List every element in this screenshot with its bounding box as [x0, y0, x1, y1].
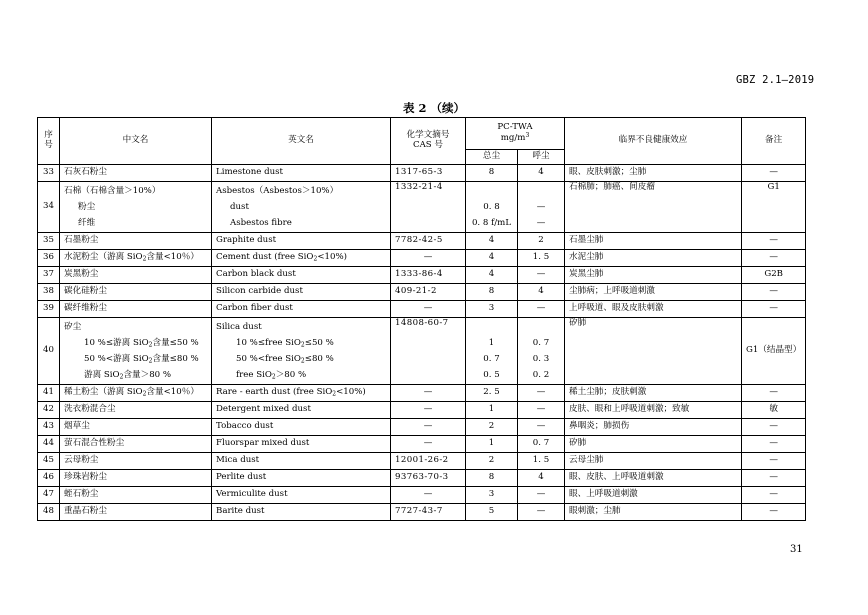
row-cas: — — [391, 402, 466, 419]
row-seq: 42 — [38, 402, 60, 419]
row-cn-name: 石棉（石棉含量＞10%） 粉尘 纤维 — [60, 182, 212, 233]
header-row-1 — [38, 118, 806, 150]
row-resp: 2 — [518, 233, 565, 250]
row-total: 2 — [466, 419, 518, 436]
row-total: 3 — [466, 301, 518, 318]
table-row — [38, 385, 806, 402]
header-cas: 化学文摘号 CAS 号 — [391, 118, 466, 165]
row-resp: 0. 7 — [518, 436, 565, 453]
row-total: 2. 5 — [466, 385, 518, 402]
row-cn-name: 蛭石粉尘 — [60, 487, 212, 504]
row-cas: 93763-70-3 — [391, 470, 466, 487]
table-row — [38, 267, 806, 284]
row-en-name: Carbon fiber dust — [212, 301, 391, 318]
table-row — [38, 250, 806, 267]
row-note: — — [742, 233, 806, 250]
table-row — [38, 182, 806, 233]
row-en-name: Carbon black dust — [212, 267, 391, 284]
row-total: 1 0. 7 0. 5 — [466, 318, 518, 385]
row-seq: 37 — [38, 267, 60, 284]
row-total: 4 — [466, 267, 518, 284]
row-seq: 41 — [38, 385, 60, 402]
row-effect: 眼刺激；尘肺 — [565, 504, 742, 521]
row-effect: 眼、皮肤刺激；尘肺 — [565, 165, 742, 182]
row-seq: 43 — [38, 419, 60, 436]
row-note: G1 — [742, 182, 806, 233]
row-effect: 水泥尘肺 — [565, 250, 742, 267]
row-note: — — [742, 419, 806, 436]
row-cas: 409-21-2 — [391, 284, 466, 301]
row-en-name: Mica dust — [212, 453, 391, 470]
row-cas: — — [391, 385, 466, 402]
row-cn-name: 洗衣粉混合尘 — [60, 402, 212, 419]
standard-code: GBZ 2.1—2019 — [736, 74, 815, 86]
row-cn-name: 炭黑粉尘 — [60, 267, 212, 284]
row-note: — — [742, 504, 806, 521]
row-cn-name: 云母粉尘 — [60, 453, 212, 470]
row-effect: 矽肺 — [565, 436, 742, 453]
row-seq: 35 — [38, 233, 60, 250]
row-note: — — [742, 385, 806, 402]
row-effect: 石墨尘肺 — [565, 233, 742, 250]
row-total: 3 — [466, 487, 518, 504]
table-row — [38, 301, 806, 318]
row-resp: — — — [518, 182, 565, 233]
row-en-name: Vermiculite dust — [212, 487, 391, 504]
table-row — [38, 402, 806, 419]
row-en-name: Graphite dust — [212, 233, 391, 250]
row-en-name: Tobacco dust — [212, 419, 391, 436]
row-effect: 尘肺病；上呼吸道刺激 — [565, 284, 742, 301]
row-resp: — — [518, 402, 565, 419]
table-row — [38, 318, 806, 385]
header-resp-dust: 呼尘 — [518, 150, 565, 165]
row-seq: 39 — [38, 301, 60, 318]
row-seq: 40 — [38, 318, 60, 385]
row-cn-name: 碳纤维粉尘 — [60, 301, 212, 318]
table-caption: 表 2 （续） — [402, 101, 465, 115]
row-total: 4 — [466, 233, 518, 250]
row-note: — — [742, 301, 806, 318]
row-seq: 38 — [38, 284, 60, 301]
row-resp: — — [518, 301, 565, 318]
row-total: 8 — [466, 165, 518, 182]
row-en-name: Fluorspar mixed dust — [212, 436, 391, 453]
row-total: 4 — [466, 250, 518, 267]
row-seq: 47 — [38, 487, 60, 504]
row-cas: 14808-60-7 — [391, 318, 466, 385]
row-cas: 12001-26-2 — [391, 453, 466, 470]
row-total: 1 — [466, 402, 518, 419]
row-cn-name: 碳化硅粉尘 — [60, 284, 212, 301]
row-en-name: Barite dust — [212, 504, 391, 521]
table-row — [38, 487, 806, 504]
row-cn-name: 珍珠岩粉尘 — [60, 470, 212, 487]
row-note: — — [742, 470, 806, 487]
row-cn-name: 石灰石粉尘 — [60, 165, 212, 182]
header-note: 备注 — [742, 118, 806, 165]
table-row — [38, 504, 806, 521]
row-total: 8 — [466, 284, 518, 301]
header-cn-name: 中文名 — [60, 118, 212, 165]
row-resp: — — [518, 419, 565, 436]
row-total: 0. 8 0. 8 f/mL — [466, 182, 518, 233]
row-cn-name: 重晶石粉尘 — [60, 504, 212, 521]
row-resp: — — [518, 385, 565, 402]
row-effect: 上呼吸道、眼及皮肤刺激 — [565, 301, 742, 318]
header-pc-twa: PC-TWA $mg/m^3$ — [466, 118, 565, 150]
row-cn-name: 烟草尘 — [60, 419, 212, 436]
table-row — [38, 419, 806, 436]
row-effect: 稀土尘肺；皮肤刺激 — [565, 385, 742, 402]
row-en-name: Cement dust (free SiO$_2$<10%) — [212, 250, 391, 267]
row-total: 8 — [466, 470, 518, 487]
row-cas: 7727-43-7 — [391, 504, 466, 521]
table-row — [38, 165, 806, 182]
row-resp: 4 — [518, 284, 565, 301]
row-seq: 36 — [38, 250, 60, 267]
row-effect: 眼、上呼吸道刺激 — [565, 487, 742, 504]
row-en-name: Silicon carbide dust — [212, 284, 391, 301]
row-note: — — [742, 436, 806, 453]
table-row — [38, 453, 806, 470]
row-total: 2 — [466, 453, 518, 470]
limits-table — [37, 117, 806, 521]
row-cas: — — [391, 301, 466, 318]
row-resp: — — [518, 267, 565, 284]
row-resp: 1. 5 — [518, 250, 565, 267]
row-seq: 44 — [38, 436, 60, 453]
row-note: 敏 — [742, 402, 806, 419]
row-en-name: Limestone dust — [212, 165, 391, 182]
row-note: — — [742, 250, 806, 267]
row-cas: — — [391, 419, 466, 436]
row-cas: 7782-42-5 — [391, 233, 466, 250]
row-seq: 34 — [38, 182, 60, 233]
row-en-name: Perlite dust — [212, 470, 391, 487]
header-seq: 序 号 — [38, 118, 60, 165]
row-cas: — — [391, 436, 466, 453]
header-effect: 临界不良健康效应 — [565, 118, 742, 165]
row-en-name: Detergent mixed dust — [212, 402, 391, 419]
row-resp: 1. 5 — [518, 453, 565, 470]
row-cn-name: 石墨粉尘 — [60, 233, 212, 250]
row-en-name: Rare - earth dust (free SiO$_2$<10%) — [212, 385, 391, 402]
row-total: 1 — [466, 436, 518, 453]
row-cas: 1317-65-3 — [391, 165, 466, 182]
page-number: 31 — [790, 544, 803, 555]
row-cas: — — [391, 250, 466, 267]
row-en-name: Asbestos（Asbestos＞10%） dust Asbestos fibre — [212, 182, 391, 233]
row-effect: 炭黑尘肺 — [565, 267, 742, 284]
row-effect: 石棉肺；肺癌、间皮瘤 — [565, 182, 742, 233]
row-resp: — — [518, 504, 565, 521]
row-note: — — [742, 487, 806, 504]
row-en-name: Silica dust 10 %≤free SiO$_2$≤50 % 50 %<free SiO$_2$≤80 % free SiO$_2$＞80 % — [212, 318, 391, 385]
row-resp: — — [518, 487, 565, 504]
row-effect: 云母尘肺 — [565, 453, 742, 470]
row-cn-name: 水泥粉尘（游离 SiO$_2$含量<10％） — [60, 250, 212, 267]
row-cn-name: 稀土粉尘（游离 SiO$_2$含量<10％） — [60, 385, 212, 402]
row-note: G1（结晶型） — [742, 318, 806, 385]
row-effect: 眼、皮肤、上呼吸道刺激 — [565, 470, 742, 487]
table-row — [38, 470, 806, 487]
row-resp: 4 — [518, 470, 565, 487]
row-seq: 45 — [38, 453, 60, 470]
row-effect: 矽肺 — [565, 318, 742, 385]
row-cas: 1332-21-4 — [391, 182, 466, 233]
row-effect: 皮肤、眼和上呼吸道刺激；致敏 — [565, 402, 742, 419]
row-total: 5 — [466, 504, 518, 521]
row-resp: 0. 7 0. 3 0. 2 — [518, 318, 565, 385]
table-row — [38, 436, 806, 453]
row-seq: 33 — [38, 165, 60, 182]
row-resp: 4 — [518, 165, 565, 182]
row-note: — — [742, 453, 806, 470]
header-en-name: 英文名 — [212, 118, 391, 165]
row-note: G2B — [742, 267, 806, 284]
row-seq: 46 — [38, 470, 60, 487]
row-note: — — [742, 165, 806, 182]
row-note: — — [742, 284, 806, 301]
row-cas: — — [391, 487, 466, 504]
header-total-dust: 总尘 — [466, 150, 518, 165]
table-row — [38, 233, 806, 250]
row-cn-name: 矽尘 10 %≤游离 SiO$_2$含量≤50 % 50 %<游离 SiO$_2$含量≤80 % 游离 SiO$_2$含量＞80 % — [60, 318, 212, 385]
row-cn-name: 萤石混合性粉尘 — [60, 436, 212, 453]
row-seq: 48 — [38, 504, 60, 521]
table-row — [38, 284, 806, 301]
row-effect: 鼻咽炎；肺损伤 — [565, 419, 742, 436]
row-cas: 1333-86-4 — [391, 267, 466, 284]
